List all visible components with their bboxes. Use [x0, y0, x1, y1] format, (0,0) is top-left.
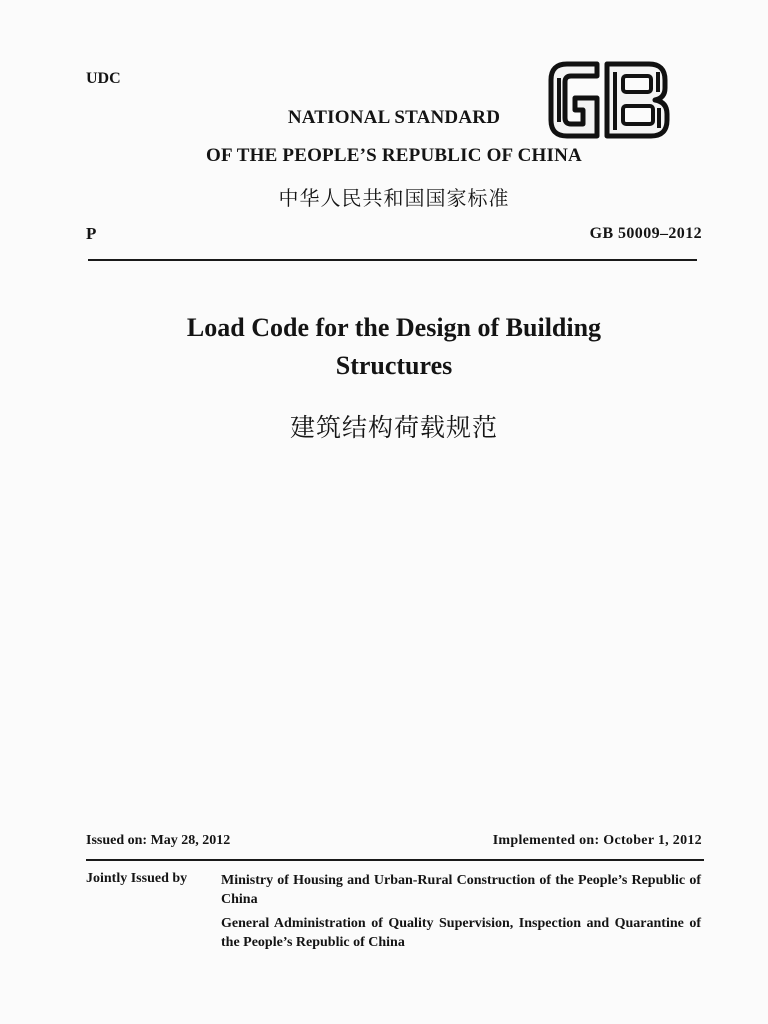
national-standard-heading-cn: 中华人民共和国国家标准 — [278, 186, 510, 210]
implemented-date: Implemented on: October 1, 2012 — [492, 833, 702, 848]
jointly-issued-label: Jointly Issued by — [86, 871, 188, 886]
standard-number: GB 50009–2012 — [589, 225, 702, 242]
issuer-aqsiq: General Administration of Quality Supervision, Inspection and Quarantine of the People’s Republic of China — [221, 916, 701, 950]
country-heading: OF THE PEOPLE’S REPUBLIC OF CHINA — [206, 145, 582, 166]
national-standard-heading: NATIONAL STANDARD — [287, 107, 501, 128]
gb-logo-icon — [545, 58, 673, 142]
udc-label: UDC — [86, 70, 121, 87]
document-title-line-2: Structures — [335, 351, 453, 380]
issuer-ministry: Ministry of Housing and Urban-Rural Construction of the People’s Republic of China — [221, 873, 701, 907]
header-divider — [88, 259, 697, 261]
category-code: P — [86, 224, 97, 243]
document-title-cn: 建筑结构荷载规范 — [289, 413, 498, 442]
document-title-line-1: Load Code for the Design of Building — [186, 313, 602, 342]
footer-divider — [86, 859, 704, 861]
issued-date: Issued on: May 28, 2012 — [86, 833, 231, 848]
